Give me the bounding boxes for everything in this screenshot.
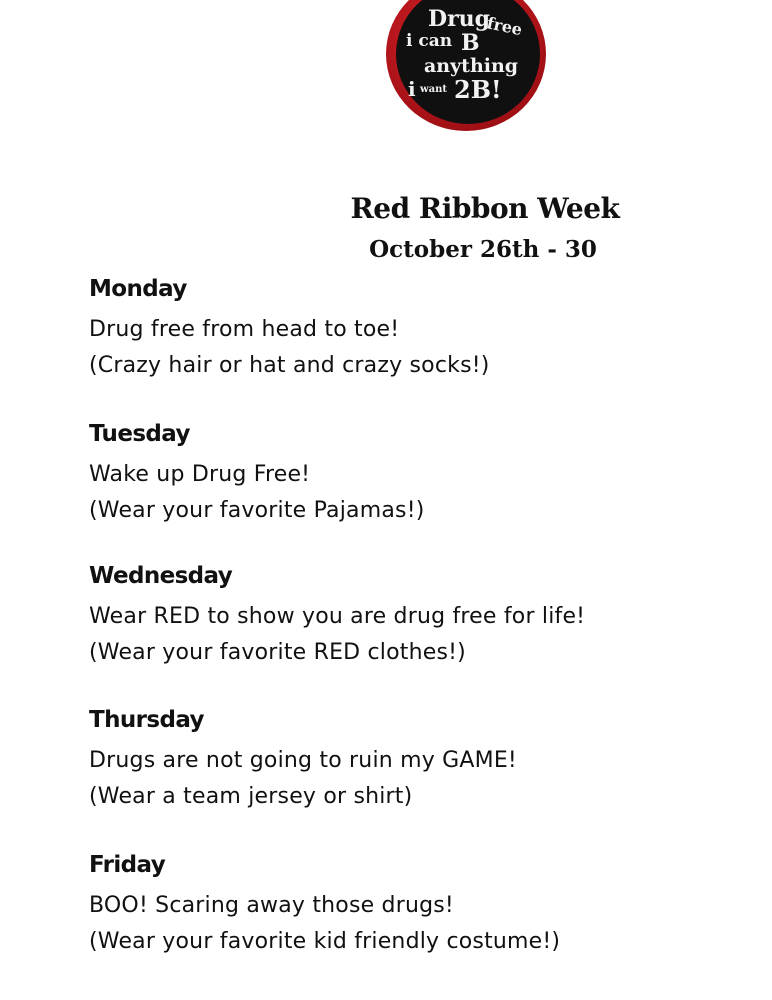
badge-line-anything: anything xyxy=(424,55,519,77)
badge-line-want: want xyxy=(420,84,447,95)
day-section-friday xyxy=(89,850,729,960)
day-theme: Wake up Drug Free! xyxy=(89,462,311,487)
day-dress-code: (Wear your favorite RED clothes!) xyxy=(89,640,466,665)
day-dress-code: (Wear your favorite Pajamas!) xyxy=(89,498,425,523)
flyer-title: Red Ribbon Week xyxy=(350,192,620,225)
day-theme: Wear RED to show you are drug free for life! xyxy=(89,604,586,629)
day-heading: Wednesday xyxy=(89,563,233,589)
badge-line-2b: 2B! xyxy=(454,75,502,104)
event-dates: October 26th - 30 xyxy=(369,236,597,263)
badge-line-i-can: i can xyxy=(406,31,453,51)
drug-free-button-logo xyxy=(384,0,548,134)
day-heading: Thursday xyxy=(89,707,204,733)
button-logo-graphic xyxy=(384,0,548,134)
day-section-tuesday xyxy=(89,419,729,529)
day-section-monday xyxy=(89,274,729,384)
day-dress-code: (Wear your favorite kid friendly costume!) xyxy=(89,929,561,954)
day-theme: Drugs are not going to ruin my GAME! xyxy=(89,748,517,773)
day-section-thursday xyxy=(89,705,729,815)
badge-line-free: free xyxy=(485,13,525,40)
day-theme: BOO! Scaring away those drugs! xyxy=(89,893,454,918)
badge-line-b: B xyxy=(461,30,480,56)
badge-line-drug: Drug xyxy=(428,6,491,32)
day-heading: Friday xyxy=(89,852,166,878)
badge-line-i: i xyxy=(408,77,416,101)
day-theme: Drug free from head to toe! xyxy=(89,317,400,342)
day-dress-code: (Crazy hair or hat and crazy socks!) xyxy=(89,353,490,378)
day-section-wednesday xyxy=(89,561,729,671)
day-heading: Monday xyxy=(89,276,187,302)
day-heading: Tuesday xyxy=(89,421,190,447)
day-dress-code: (Wear a team jersey or shirt) xyxy=(89,784,413,809)
